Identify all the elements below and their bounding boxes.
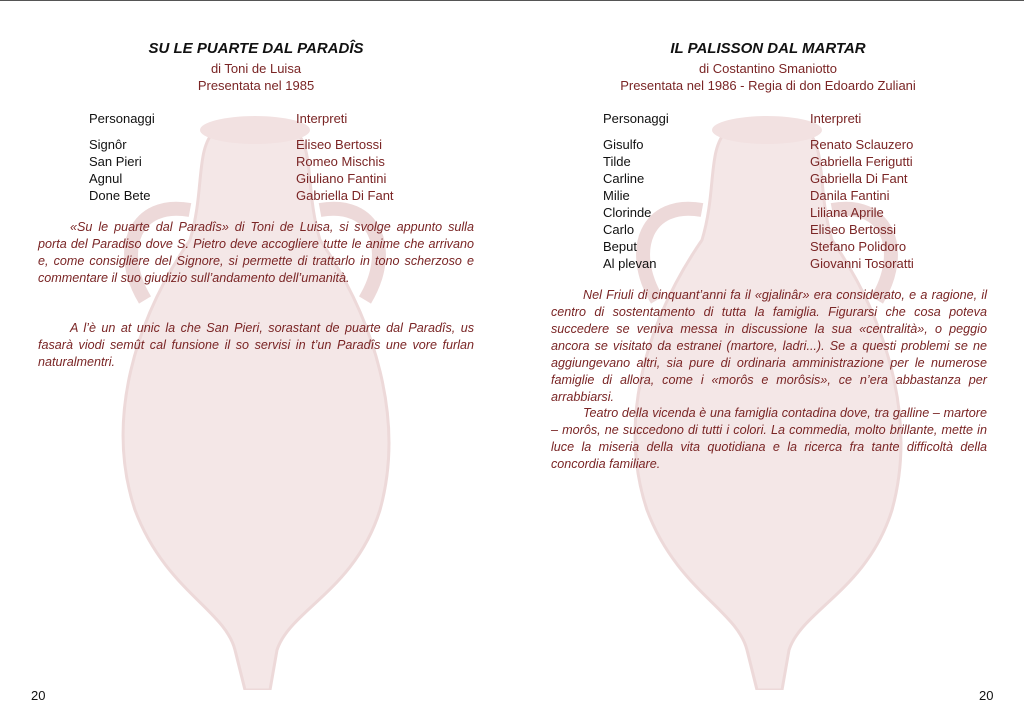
- character-name: Carlo: [603, 222, 635, 237]
- synopsis-paragraph: Nel Friuli di cinquant’anni fa il «gjalinâr» era considerato, e a ragione, il centro di sostentamento di tutta la famiglia. Figurarsi che cosa poteva succedere se veniva messa in discussione la sua «centralità», o peggio ancora se visitato da estranei (martore, ladri...). Se a questi problemi se ne aggiungevano altri, sia pure di ordinaria amministrazione per le numerose famiglie di allora, come i «morôs e morôsis», ce n’era abbastanza per arrabbiarsi.: [551, 288, 987, 404]
- actor-name: Eliseo Bertossi: [810, 222, 896, 237]
- cast-row: [89, 136, 419, 153]
- actor-name: Romeo Mischis: [296, 154, 385, 169]
- character-name: Milie: [603, 188, 630, 203]
- actor-name: Giuliano Fantini: [296, 171, 387, 186]
- cast-row: [603, 238, 933, 255]
- cast-header: [89, 110, 419, 127]
- play-presented: Presentata nel 1985: [197, 78, 315, 93]
- actor-name: Eliseo Bertossi: [296, 137, 382, 152]
- actor-name: Gabriella Di Fant: [296, 188, 394, 203]
- cast-list: [89, 110, 419, 204]
- play-author: di Costantino Smaniotto: [698, 61, 838, 76]
- actor-name: Giovanni Tosoratti: [810, 256, 914, 271]
- actor-name: Renato Sclauzero: [810, 137, 914, 152]
- actor-name: Danila Fantini: [810, 188, 890, 203]
- synopsis-paragraph: Teatro della vicenda è una famiglia contadina dove, tra galline – martore – morôs, ne succedono di tutti i colori. La commedia, molto brillante, mette in luce la miseria della vita quotidiana e la ricerca fra tante difficoltà della concordia familiare.: [551, 406, 987, 471]
- character-name: Carline: [603, 171, 645, 186]
- cast-row: [603, 153, 933, 170]
- page-number: 20: [31, 688, 46, 703]
- synopsis-paragraph: A l’è un at unic la che San Pieri, sorastant de puarte dal Paradîs, us fasarà viodi semût cal funsione il so servisi in t’un Paradîs une vore furlan naturalmentri.: [38, 321, 474, 369]
- character-name: Agnul: [89, 171, 123, 186]
- character-name: Al plevan: [603, 256, 657, 271]
- right-page: [512, 0, 1024, 726]
- cast-row: [603, 170, 933, 187]
- actor-name: Stefano Polidoro: [810, 239, 907, 254]
- cast-header: [603, 110, 933, 127]
- character-name: Gisulfo: [603, 137, 644, 152]
- actors-header: Interpreti: [296, 111, 348, 126]
- play-title: SU LE PUARTE DAL PARADÎS: [148, 40, 364, 57]
- cast-row: [603, 204, 933, 221]
- actor-name: Gabriella Di Fant: [810, 171, 908, 186]
- cast-row: [603, 187, 933, 204]
- characters-header: Personaggi: [89, 111, 155, 126]
- cast-row: [603, 136, 933, 153]
- page-number: 20: [979, 688, 994, 703]
- character-name: Beput: [603, 239, 637, 254]
- character-name: Clorinde: [603, 205, 652, 220]
- actors-header: Interpreti: [810, 111, 862, 126]
- cast-list: [603, 110, 933, 272]
- play-author: di Toni de Luisa: [210, 61, 302, 76]
- cast-row: [603, 255, 933, 272]
- actor-name: Liliana Aprile: [810, 205, 884, 220]
- cast-row: [89, 153, 419, 170]
- synopsis-paragraph: «Su le puarte dal Paradîs» di Toni de Luisa, si svolge appunto sulla porta del Paradiso dove S. Pietro deve accogliere tutte le anime che arrivano e, come consigliere del Signore, si permette di trattarlo in tono scherzoso e commentare il suo giudizio sull’andamento dell’umanità.: [38, 220, 474, 285]
- character-name: Done Bete: [89, 188, 151, 203]
- cast-row: [89, 187, 419, 204]
- cast-row: [603, 221, 933, 238]
- cast-row: [89, 170, 419, 187]
- actor-name: Gabriella Ferigutti: [810, 154, 913, 169]
- play-title: IL PALISSON DAL MARTAR: [670, 40, 866, 57]
- character-name: Tilde: [603, 154, 631, 169]
- character-name: Signôr: [89, 137, 127, 152]
- characters-header: Personaggi: [603, 111, 669, 126]
- character-name: San Pieri: [89, 154, 142, 169]
- play-presented: Presentata nel 1986 - Regia di don Edoardo Zuliani: [620, 78, 916, 93]
